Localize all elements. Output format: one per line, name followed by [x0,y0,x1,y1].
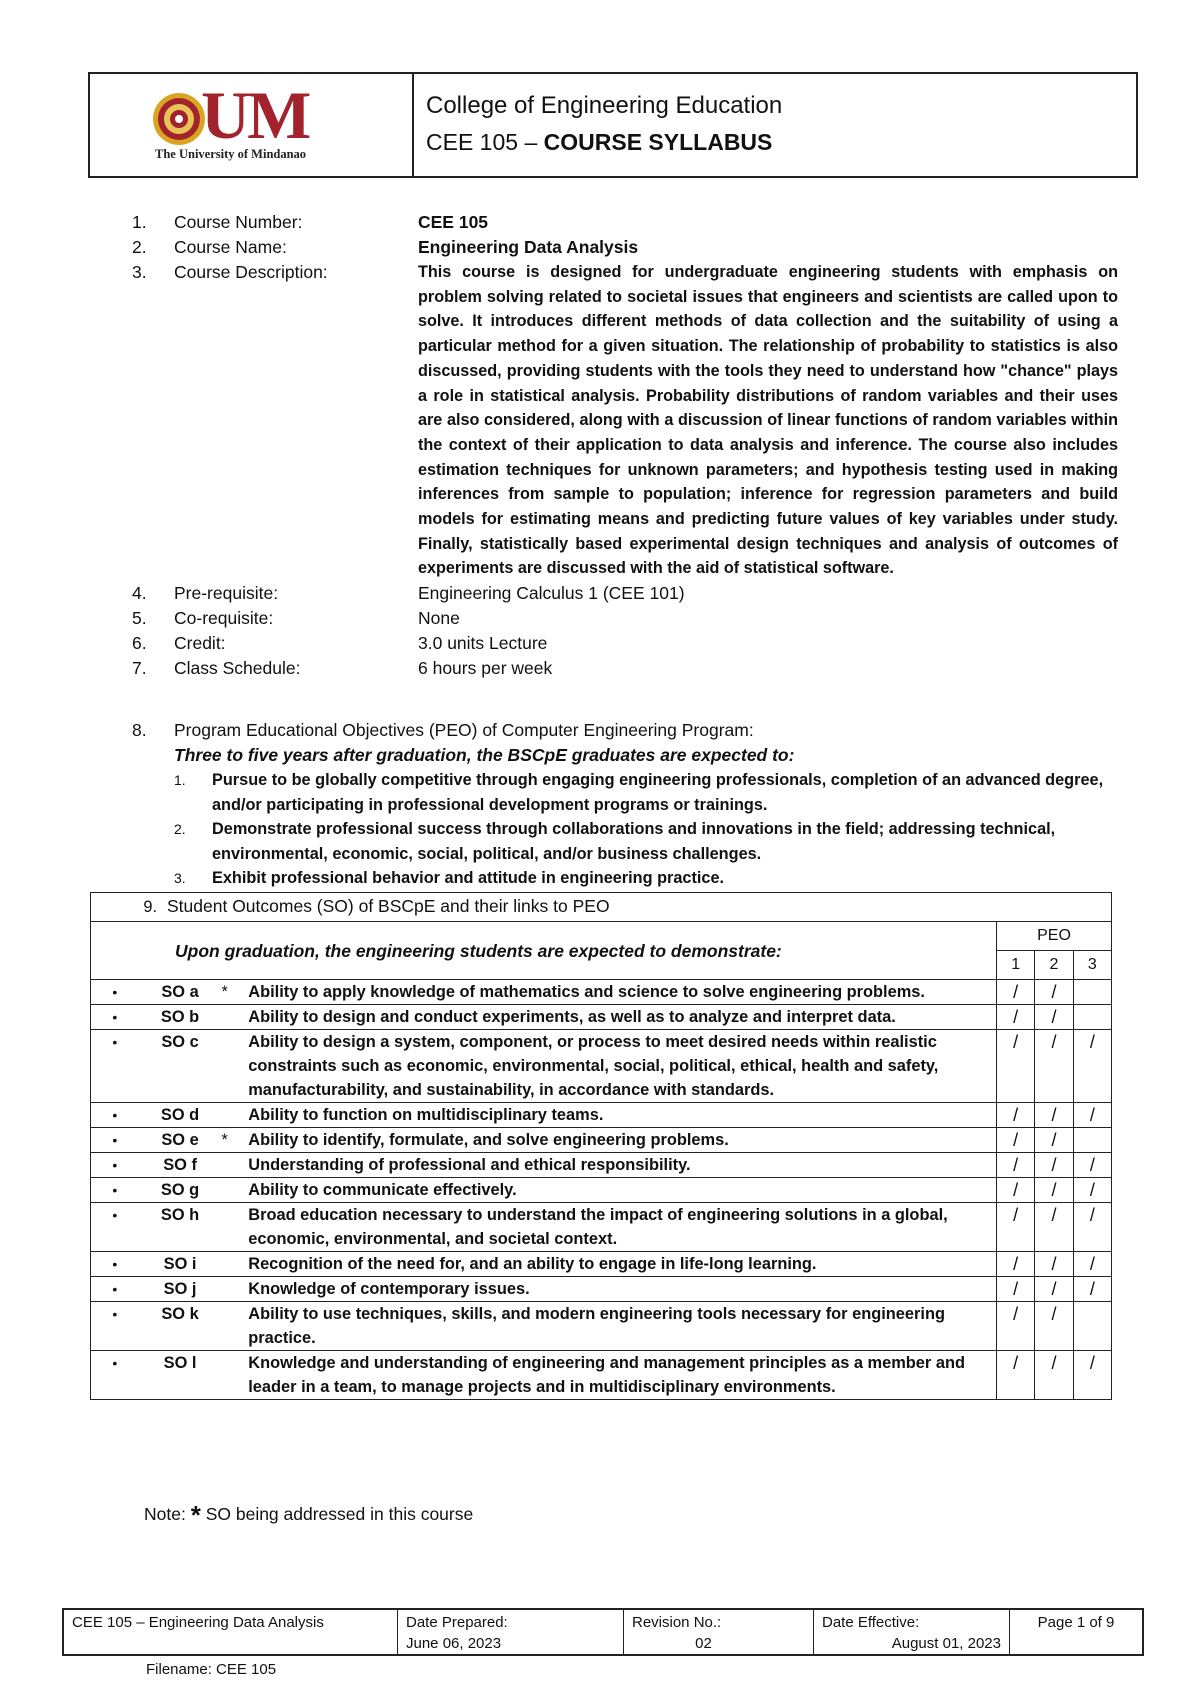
field-label: Co-requisite: [174,608,274,629]
peo-mark-1: / [997,1103,1035,1128]
peo-mark-3: / [1073,1030,1111,1103]
peo-mark-2: / [1035,1153,1073,1178]
peo-mark-3 [1073,1128,1111,1153]
bullet-icon: • [91,1030,139,1103]
college-name: College of Engineering Education [426,92,783,119]
course-fields [132,210,1142,681]
so-code: SO l [139,1351,222,1400]
field-value: 6 hours per week [418,658,553,679]
peo-mark-3 [1073,1005,1111,1030]
list-item [174,866,1132,891]
field-number: 4. [132,583,147,604]
peo-mark-1: / [997,1153,1035,1178]
footer-page: Page 1 of 9 [1037,1614,1115,1631]
so-description: Knowledge and understanding of engineering and management principles as a member and leader in a team, to manage projects and in multidisciplinary environments. [244,1351,996,1400]
table-row [91,1203,1112,1252]
list-item [174,817,1132,866]
so-star [221,1005,244,1030]
footer-course: CEE 105 – Engineering Data Analysis [64,1610,398,1654]
bullet-icon: • [91,1203,139,1252]
logo-cell [90,74,414,176]
field-number: 8. [132,720,147,740]
peo-mark-3: / [1073,1203,1111,1252]
field-label: Credit: [174,633,226,654]
footer-date-prepared [398,1610,624,1654]
table-row [91,1178,1112,1203]
peo-list [132,768,1132,891]
peo-mark-2: / [1035,1178,1073,1203]
peo-mark-1: / [997,980,1035,1005]
peo-column-header: PEO [997,922,1112,951]
peo-mark-2: / [1035,1030,1073,1103]
so-star [221,1153,244,1178]
peo-mark-3 [1073,1302,1111,1351]
field-credit [132,631,1142,656]
so-title: Student Outcomes (SO) of BSCpE and their links to PEO [167,896,610,916]
table-row [91,1277,1112,1302]
so-code: SO b [139,1005,222,1030]
peo-mark-2: / [1035,1128,1073,1153]
so-description: Ability to design and conduct experiments, as well as to analyze and interpret data. [244,1005,996,1030]
so-description: Ability to function on multidisciplinary teams. [244,1103,996,1128]
field-corequisite [132,606,1142,631]
list-item [174,768,1132,817]
field-number: 2. [132,237,147,257]
bullet-icon: • [91,1128,139,1153]
note-text: SO being addressed in this course [205,1504,474,1524]
field-label: Course Number: [174,212,303,232]
peo-mark-3 [1073,980,1111,1005]
date-effective-label: Date Effective: [822,1614,920,1631]
table-row [91,1103,1112,1128]
list-number: 3. [174,870,186,886]
so-code: SO e [139,1128,222,1153]
so-description: Broad education necessary to understand the impact of engineering solutions in a global, economic, environmental, and societal context. [244,1203,996,1252]
note-prefix: Note: [144,1504,186,1524]
peo-mark-2: / [1035,1203,1073,1252]
course-description-text: This course is designed for undergraduate engineering students with emphasis on problem solving related to societal issues that engineers and scientists are called upon to solve. It introduces different methods of data collection and the suitability of using a particular method for a given situation. The relationship of probability to statistics is also discussed, providing students with the tools they need to understand how "chance" plays a role in statistical analysis. Probability distributions of random variables and their uses are also considered, along with a discussion of linear functions of random variables within the context of their application to data analysis and inference. The course also includes estimation techniques for unknown parameters; and hypothesis testing used in making inferences from sample to population; inference for regression parameters and build models for estimating means and predicting future values of key variables under study. Finally, statistically based experimental design techniques and analysis of outcomes of experiments are discussed with the aid of statistical software. [418,263,1118,578]
field-number: 1. [132,212,147,232]
field-label: Course Name: [174,237,287,257]
so-star: * [221,980,244,1005]
peo-intro: Three to five years after graduation, the BSCpE graduates are expected to: [174,745,795,765]
revision-label: Revision No.: [632,1614,722,1631]
peo-mark-3: / [1073,1153,1111,1178]
logo-wordmark: UM [201,77,309,153]
peo-mark-1: / [997,1178,1035,1203]
field-number: 3. [132,262,147,282]
so-code: SO i [139,1252,222,1277]
field-number: 5. [132,608,147,629]
note [144,1500,473,1531]
bullet-icon: • [91,980,139,1005]
so-star [221,1252,244,1277]
seal-icon [151,91,207,147]
peo-mark-1: / [997,1351,1035,1400]
so-description: Ability to identify, formulate, and solve engineering problems. [244,1128,996,1153]
bullet-icon: • [91,1351,139,1400]
peo-mark-1: / [997,1030,1035,1103]
bullet-icon: • [91,1178,139,1203]
logo-subtext: The University of Mindanao [155,147,307,161]
date-prepared-label: Date Prepared: [406,1614,508,1631]
so-star [221,1178,244,1203]
field-label: Pre-requisite: [174,583,279,604]
so-star [221,1277,244,1302]
peo-mark-2: / [1035,1302,1073,1351]
so-code: SO g [139,1178,222,1203]
so-star [221,1203,244,1252]
so-star [221,1103,244,1128]
peo-mark-3: / [1073,1277,1111,1302]
peo-mark-2: / [1035,1351,1073,1400]
table-row [91,1153,1112,1178]
peo-mark-3: / [1073,1178,1111,1203]
peo-mark-1: / [997,1277,1035,1302]
field-value: 3.0 units Lecture [418,633,548,654]
bullet-icon: • [91,1277,139,1302]
peo-mark-1: / [997,1252,1035,1277]
so-code: SO h [139,1203,222,1252]
so-description: Ability to use techniques, skills, and modern engineering tools necessary for engineering practice. [244,1302,996,1351]
so-star: * [221,1128,244,1153]
field-value: Engineering Data Analysis [418,237,639,257]
table-row [91,1030,1112,1103]
student-outcomes-table [90,892,1112,1400]
list-text: Exhibit professional behavior and attitude in engineering practice. [212,869,725,887]
list-text: Pursue to be globally competitive through engaging engineering professionals, completion of an advanced degree, and/or participating in professional development programs or trainings. [212,771,1104,814]
so-star [221,1302,244,1351]
so-description: Ability to communicate effectively. [244,1178,996,1203]
peo-heading [132,718,1132,743]
field-value: None [418,608,460,629]
so-description: Knowledge of contemporary issues. [244,1277,996,1302]
peo-mark-3: / [1073,1252,1111,1277]
revision-value: 02 [695,1635,712,1652]
list-number: 2. [174,821,186,837]
document-header [88,72,1138,178]
bullet-icon: • [91,1153,139,1178]
peo-title: Program Educational Objectives (PEO) of Computer Engineering Program: [174,720,754,740]
document-footer [62,1608,1144,1656]
so-code: SO f [139,1153,222,1178]
peo-section [132,718,1132,891]
peo-mark-1: / [997,1005,1035,1030]
so-star [221,1351,244,1400]
footer-revision [624,1610,814,1654]
list-number: 1. [174,772,186,788]
field-class-schedule [132,656,1142,681]
so-description: Ability to design a system, component, or process to meet desired needs within realistic constraints such as economic, environmental, social, political, ethical, health and safety, manufacturability, and sustainability, in accordance with standards. [244,1030,996,1103]
university-logo [151,77,351,163]
table-row [91,1128,1112,1153]
peo-col-3: 3 [1073,951,1111,980]
note-star: * [190,1500,201,1530]
field-label: Course Description: [174,262,328,282]
field-value: CEE 105 [418,212,489,232]
date-prepared-value: June 06, 2023 [406,1635,502,1652]
field-course-description [132,260,1142,581]
peo-mark-1: / [997,1128,1035,1153]
field-number: 6. [132,633,147,654]
bullet-icon: • [91,1005,139,1030]
peo-mark-2: / [1035,980,1073,1005]
table-row [91,980,1112,1005]
table-row [91,1005,1112,1030]
peo-mark-2: / [1035,1103,1073,1128]
field-number: 7. [132,658,147,679]
field-prerequisite [132,581,1142,606]
course-code: CEE 105 – [426,129,544,155]
so-code: SO c [139,1030,222,1103]
table-row [91,1252,1112,1277]
peo-mark-2: / [1035,1005,1073,1030]
peo-mark-3: / [1073,1103,1111,1128]
field-course-number [132,210,1142,235]
so-code: SO k [139,1302,222,1351]
field-label: Class Schedule: [174,658,301,679]
peo-col-1: 1 [997,951,1035,980]
peo-mark-2: / [1035,1277,1073,1302]
so-rows [91,980,1112,1400]
list-text: Demonstrate professional success through collaborations and innovations in the field; addressing technical, environmental, economic, social, political, and/or business challenges. [212,820,1056,863]
field-number: 9. [143,898,157,916]
syllabus-title [426,124,1124,160]
date-effective-value: August 01, 2023 [891,1635,1001,1652]
field-value: Engineering Calculus 1 (CEE 101) [418,583,685,604]
so-title-row [91,893,1112,922]
filename: Filename: CEE 105 [146,1661,277,1678]
table-row [91,1351,1112,1400]
so-intro: Upon graduation, the engineering students are expected to demonstrate: [91,922,997,980]
so-description: Ability to apply knowledge of mathematics and science to solve engineering problems. [244,980,996,1005]
so-description: Understanding of professional and ethical responsibility. [244,1153,996,1178]
syllabus-label: COURSE SYLLABUS [543,129,773,155]
so-header-row [91,922,1112,951]
table-row [91,1302,1112,1351]
title-cell [414,74,1136,176]
bullet-icon: • [91,1302,139,1351]
peo-mark-1: / [997,1302,1035,1351]
peo-mark-1: / [997,1203,1035,1252]
so-code: SO a [139,980,222,1005]
bullet-icon: • [91,1252,139,1277]
footer-date-effective [814,1610,1010,1654]
so-code: SO j [139,1277,222,1302]
so-description: Recognition of the need for, and an ability to engage in life-long learning. [244,1252,996,1277]
so-title-cell [91,893,1112,922]
peo-col-2: 2 [1035,951,1073,980]
bullet-icon: • [91,1103,139,1128]
so-code: SO d [139,1103,222,1128]
so-star [221,1030,244,1103]
field-course-name [132,235,1142,260]
peo-mark-2: / [1035,1252,1073,1277]
peo-mark-3: / [1073,1351,1111,1400]
